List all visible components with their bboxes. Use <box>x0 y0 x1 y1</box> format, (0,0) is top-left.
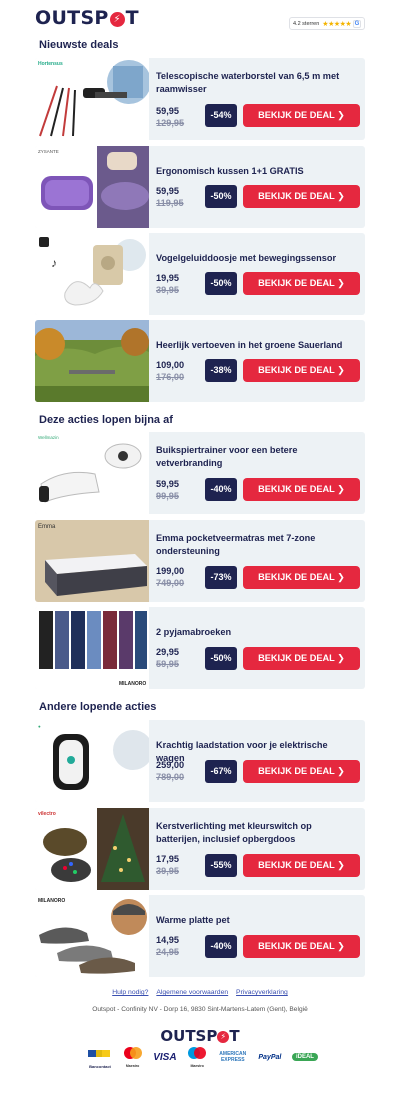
deal-card[interactable] <box>35 146 365 228</box>
deal-title[interactable]: Warme platte pet <box>156 915 230 925</box>
maestro-icon: Maestro <box>123 1046 143 1068</box>
price-current: 59,95 <box>156 106 179 116</box>
price-current: 199,00 <box>156 566 185 576</box>
deal-card[interactable] <box>35 233 365 315</box>
amex-icon: AMERICAN EXPRESS <box>219 1051 247 1063</box>
footer-logo[interactable] <box>0 1027 400 1045</box>
section-header-ending <box>0 409 400 431</box>
google-icon: G <box>354 20 360 27</box>
product-image[interactable] <box>35 720 149 802</box>
price-old: 24,95 <box>156 946 179 957</box>
header <box>0 0 400 34</box>
bolt-icon: ⚡ <box>110 12 125 27</box>
brand-logo: Hortensus <box>38 61 63 67</box>
price-current: 19,95 <box>156 273 179 283</box>
view-deal-button[interactable]: BEKIJK DE DEAL ❯ <box>243 272 360 295</box>
section-title: Deze acties lopen bijna af <box>39 414 173 426</box>
footer-links <box>0 989 400 996</box>
section-title: Nieuwste deals <box>39 39 119 51</box>
deal-card[interactable] <box>35 720 365 802</box>
view-deal-button[interactable]: BEKIJK DE DEAL ❯ <box>243 478 360 501</box>
deal-card[interactable] <box>35 808 365 890</box>
product-image[interactable] <box>35 320 149 402</box>
price-block <box>156 479 179 502</box>
star-icons: ★★★★★ <box>322 20 352 28</box>
company-address: Outspot - Confinity NV - Dorp 16, 9830 Sint-Martens-Latem (Gent), België <box>92 1006 308 1013</box>
view-deal-button[interactable]: BEKIJK DE DEAL ❯ <box>243 760 360 783</box>
price-old: 39,95 <box>156 284 179 295</box>
rating-label: 4.2 sterren <box>293 20 320 27</box>
price-old: 176,00 <box>156 371 185 382</box>
deal-title[interactable]: Vogelgeluiddoosje met bewegingssensor <box>156 253 337 263</box>
discount-badge: -50% <box>205 647 237 670</box>
discount-badge: -54% <box>205 104 237 127</box>
deal-title[interactable]: 2 pyjamabroeken <box>156 627 232 637</box>
deal-title[interactable]: Emma pocketveermatras met 7-zone ondersteuning <box>156 533 316 556</box>
view-deal-button[interactable]: BEKIJK DE DEAL ❯ <box>243 104 360 127</box>
price-block <box>156 854 179 877</box>
brand-logo: vilectro <box>38 811 56 817</box>
price-current: 259,00 <box>156 760 185 770</box>
visa-icon: VISA <box>153 1051 177 1063</box>
price-current: 17,95 <box>156 854 179 864</box>
logo-text: OUTSP <box>35 7 109 29</box>
deal-card[interactable] <box>35 432 365 514</box>
bolt-icon: ⚡ <box>217 1031 229 1043</box>
paypal-icon: PayPal <box>258 1053 282 1061</box>
price-block <box>156 760 184 783</box>
deal-title[interactable]: Kerstverlichting met kleurswitch op batterijen, inclusief opbergdoos <box>156 821 312 844</box>
brand-logo: Wellmazin <box>38 435 59 440</box>
price-old: 789,00 <box>156 771 185 782</box>
price-old: 119,95 <box>156 197 184 208</box>
price-old: 59,95 <box>156 658 179 669</box>
price-block <box>156 647 179 670</box>
view-deal-button[interactable]: BEKIJK DE DEAL ❯ <box>243 935 360 958</box>
price-old: 39,95 <box>156 865 179 876</box>
discount-badge: -40% <box>205 935 237 958</box>
price-old: 129,95 <box>156 117 185 128</box>
price-old: 749,00 <box>156 577 185 588</box>
ideal-icon: iDEAL <box>292 1053 318 1061</box>
price-old: 99,95 <box>156 490 179 501</box>
price-block <box>156 273 179 296</box>
product-image[interactable] <box>35 808 149 890</box>
terms-link[interactable]: Algemene voorwaarden <box>156 989 229 996</box>
logo-text: OUTSP <box>160 1027 218 1045</box>
outspot-logo[interactable] <box>35 7 139 29</box>
discount-badge: -50% <box>205 272 237 295</box>
product-image[interactable] <box>35 520 149 602</box>
deal-title[interactable]: Ergonomisch kussen 1+1 GRATIS <box>156 166 304 176</box>
view-deal-button[interactable]: BEKIJK DE DEAL ❯ <box>243 359 360 382</box>
price-block <box>156 566 184 589</box>
deal-title[interactable]: Heerlijk vertoeven in het groene Sauerland <box>156 340 343 350</box>
price-current: 29,95 <box>156 647 179 657</box>
discount-badge: -55% <box>205 854 237 877</box>
view-deal-button[interactable]: BEKIJK DE DEAL ❯ <box>243 647 360 670</box>
discount-badge: -40% <box>205 478 237 501</box>
deal-card[interactable] <box>35 58 365 140</box>
discount-badge: -50% <box>205 185 237 208</box>
svg-text:●: ● <box>38 724 41 729</box>
section-header-other <box>0 696 400 718</box>
price-current: 59,95 <box>156 479 179 489</box>
price-block <box>156 935 179 958</box>
deal-title[interactable]: Krachtig laadstation voor je elektrische wagen <box>156 740 328 763</box>
logo-text-end: T <box>229 1027 240 1045</box>
deal-card[interactable] <box>35 895 365 977</box>
discount-badge: -38% <box>205 359 237 382</box>
svg-text:♪: ♪ <box>51 256 57 270</box>
view-deal-button[interactable]: BEKIJK DE DEAL ❯ <box>243 566 360 589</box>
brand-logo: MILANORO <box>38 898 66 904</box>
view-deal-button[interactable]: BEKIJK DE DEAL ❯ <box>243 185 360 208</box>
product-image[interactable] <box>35 233 149 315</box>
deal-title[interactable]: Buikspiertrainer voor een betere vetverbranding <box>156 445 298 468</box>
brand-logo: Emma <box>38 524 56 530</box>
product-image[interactable] <box>35 895 149 977</box>
price-block <box>156 186 184 209</box>
price-current: 109,00 <box>156 360 185 370</box>
product-image[interactable] <box>35 146 149 228</box>
help-link[interactable]: Hulp nodig? <box>112 989 149 996</box>
discount-badge: -73% <box>205 566 237 589</box>
product-image[interactable] <box>35 58 149 140</box>
bancontact-icon: Bancontact <box>88 1046 112 1069</box>
product-image[interactable] <box>35 432 149 514</box>
brand-logo: MILANORO <box>119 681 147 687</box>
logo-text-end: T <box>125 7 139 29</box>
section-header-newest <box>0 34 400 56</box>
maestro-icon-blue: Maestro <box>187 1046 207 1068</box>
rating-badge[interactable] <box>289 17 365 30</box>
section-title: Andere lopende acties <box>39 701 157 713</box>
price-current: 14,95 <box>156 935 179 945</box>
discount-badge: -67% <box>205 760 237 783</box>
price-current: 59,95 <box>156 186 179 196</box>
product-image[interactable] <box>35 607 149 689</box>
deal-title[interactable]: Telescopische waterborstel van 6,5 m met raamwisser <box>156 71 340 94</box>
privacy-link[interactable]: Privacyverklaring <box>236 989 288 996</box>
payment-methods <box>88 1048 318 1069</box>
brand-logo: ZYSANTE <box>38 149 59 154</box>
deal-card[interactable] <box>35 607 365 689</box>
deal-card[interactable] <box>35 320 365 402</box>
price-block <box>156 360 184 383</box>
view-deal-button[interactable]: BEKIJK DE DEAL ❯ <box>243 854 360 877</box>
price-block <box>156 106 184 129</box>
deal-card[interactable] <box>35 520 365 602</box>
